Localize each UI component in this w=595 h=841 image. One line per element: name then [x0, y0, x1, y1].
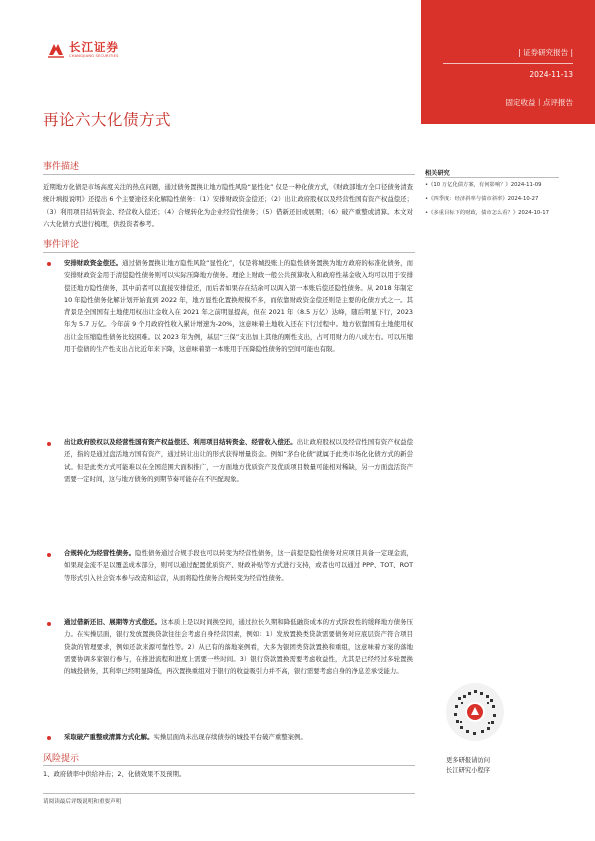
bullet-item — [64, 257, 413, 355]
bullet-text: 这本质上是以时间换空间，通过拉长久期和降低融资成本的方式阶段性的缓释地方债务压力。在实操层面，银行发放置换贷款往往会考虑自身经营因素，例如：1）发放置换类贷款需要债务对应底层资产符合项目贷款的管理要求，例如还款来源可靠性等。2）从已有的落地案例看，大多为银团类贷款置换和重组，这意味着方案的落地需要协调多家银行参与，在推进流程和进度上需要一些时间。3）银行贷款置换需要考虑收益性，尤其是已经经过多轮置换的城投债务，其利率已经明显降低，再次置换重组对于银行的收益吸引力并不高，银行需要考虑自身的净息差承受能力。 — [64, 618, 414, 676]
bullet-item — [64, 616, 413, 677]
bullet-dot — [47, 262, 51, 266]
bullet-text: 通过债务置换让地方隐性风险“显性化”，仅是将城投账上的隐性债务置换为地方政府的标准化债务，而安排财政资金用于清偿隐性债务则可以实际压降地方债务。理论上财政一般公共预算收入和政府性基金收入均可以用于安排偿还地方隐性债务，其中前者可以直接安排偿还，而后者如果存在结余可以调入第一本账后偿还隐性债务。从 2018 年制定 10 年隐性债务化解计划开始直到 2022 年，地方显性化置换规模不多，而依靠财政资金偿还则是主要的化债方式之一。其背景是全国国有土地使用权出让金收入在 2021 年之前明显提高，但在 2021 年（8.5 万亿）达峰，随后明显下行，2023 年为 5.7 万亿。今年前 9 个月政府性收入累计增速为-20%，这意味着土地收入还在下行过程中。地方依靠国有土地使用权出让金压缩隐性债务比较困难。以 2023 年为例，基层“三保”支出加上其他的刚性支出，占可用财力的八成左右。可以压缩用于偿债的生产性支出占比近年来下降，这意味着第一本账用于压降隐性债务的空间可能也有限。 — [64, 259, 414, 354]
footer-divider — [43, 793, 415, 794]
risk-text: 1、政府债率中供给冲击；2、化债效果不及预期。 — [43, 770, 186, 778]
bullet-item — [64, 436, 413, 485]
qr-code-icon — [446, 683, 504, 741]
report-date: 2024-11-13 — [529, 70, 573, 79]
bullet-dot — [47, 553, 51, 557]
bullet-lead: 出让政府股权以及经营性国有资产权益偿还、利用项目结转资金、经营收入偿还。 — [64, 438, 297, 446]
bullet-dot — [47, 622, 51, 626]
section-divider — [43, 174, 415, 175]
bullet-dot — [47, 442, 51, 446]
bullet-lead: 采取破产重整或清算方式化解。 — [64, 733, 154, 741]
bullet-lead: 合规转化为经营性债务。 — [64, 549, 136, 557]
related-research-list — [425, 180, 559, 222]
related-research-item[interactable]: •《四季度：经济斜率与债市斜率》2024-10-27 — [425, 196, 539, 202]
brand-logo — [47, 41, 119, 59]
header-panel — [421, 0, 595, 124]
bullet-text: 出让政府股权以及经营性国有资产权益偿还，指的是通过盘活地方国有资产，通过转让出让的形式获得增量资金。例如“茅台化债”就属于此类市场化化债方式的新尝试。但是此类方式可能难以在全国范围大面积推广，一方面地方优质资产及优质项目数量可能相对稀缺，另一方面盘活资产需要一定时间，这与地方债务的到期节奏可能存在不匹配现象。 — [64, 438, 414, 483]
bullet-item — [64, 547, 413, 584]
section-divider — [43, 252, 415, 253]
bullet-lead: 通过借新还旧、展期等方式偿还。 — [64, 618, 161, 626]
footer-disclaimer: 请阅读最后评级说明和重要声明 — [43, 799, 122, 805]
bullet-lead: 安排财政资金偿还。 — [64, 259, 123, 267]
bullet-item — [64, 731, 413, 743]
mini-program-qr-code[interactable] — [446, 683, 504, 741]
event-comment-heading: 事件评论 — [43, 240, 80, 250]
related-research-item[interactable]: •《10 万亿化债方案，有何影响？》2024-11-09 — [425, 182, 542, 188]
report-type: | 证券研究报告 | — [518, 48, 573, 57]
brand-name-cn: 长江证券 — [69, 40, 119, 54]
event-description-text: 近期地方化债是市场高度关注的热点问题，通过债务置换让地方隐性风险“显性化” 仅是一种化债方式，《财政部地方全口径债务清查统计填报说明》还提出 6 个主要途径来化解隐性债务：（1）安排财政资金偿还；（2）出让政府股权以及经营性国有资产权益偿还；（3）利用项目结转资金、经营收入偿还；（4）合规转化为企业经营性债务；（5）借新还旧或展期；（6）破产重整或清算。本文对六大化债方式进行梳理，供投资者参考。 — [43, 183, 413, 228]
bullet-text: 实操层面尚未出现存续债券的城投平台破产重整案例。 — [153, 733, 307, 741]
qr-caption-line2: 长江研究小程序 — [446, 767, 491, 774]
header-divider — [443, 63, 573, 64]
section-divider — [43, 765, 415, 766]
related-research-heading: 相关研究 — [425, 170, 450, 177]
report-category: 固定收益丨点评报告 — [505, 98, 573, 107]
brand-name-en: CHANGJIANG SECURITIES — [69, 54, 119, 58]
sidebar-divider — [425, 177, 559, 178]
brand-mark-icon — [47, 41, 65, 59]
related-research-item[interactable]: •《多重目标下的财政，债市怎么看？》2024-10-17 — [425, 210, 549, 216]
page-title: 再论六大化债方式 — [43, 111, 172, 129]
event-description-heading: 事件描述 — [43, 162, 80, 172]
risk-heading: 风险提示 — [43, 754, 80, 764]
bullet-text: 隐性债务通过合规手段也可以转变为经营性债务，这一前提是隐性债务对应项目具备一定现金流，如果现金流不足以覆盖成本部分，则可以通过配置优质资产、财政补贴等方式进行支持，或者也可以通过 PPP、TOT、ROT 等形式引入社会资本参与改造和运营，从而将隐性债务合规转变为经营性债务。 — [64, 549, 413, 582]
bullet-dot — [47, 736, 51, 740]
qr-caption-line1: 更多研报请访问 — [446, 757, 491, 764]
